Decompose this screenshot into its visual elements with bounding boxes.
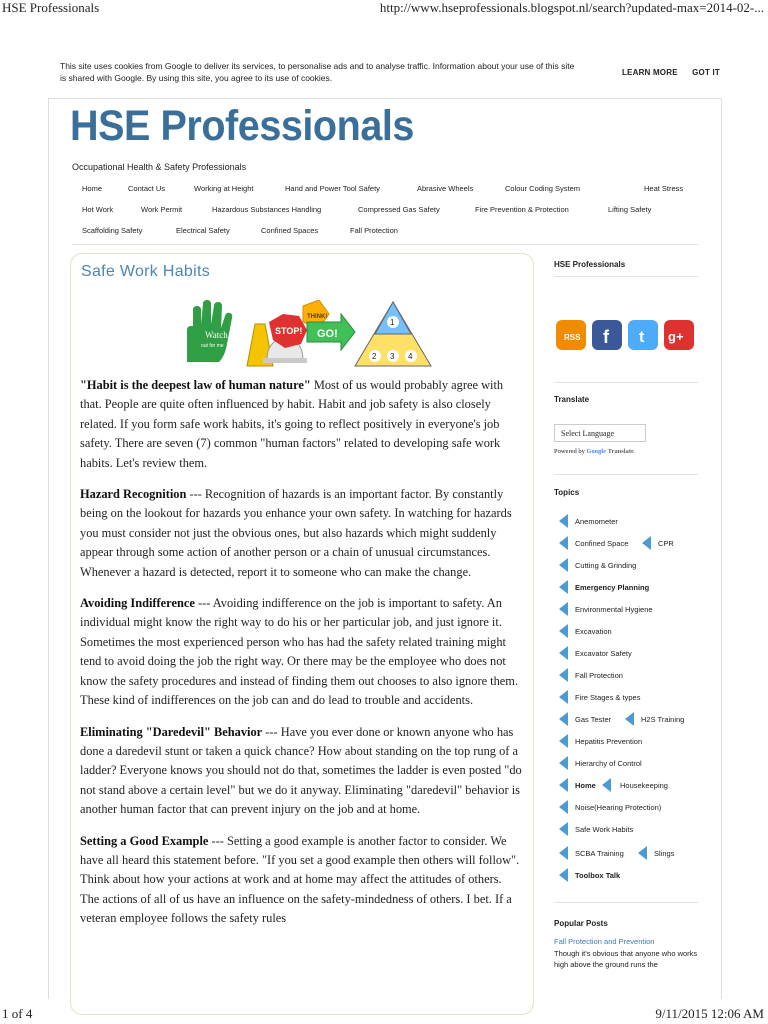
powered-by-google bbox=[554, 448, 634, 455]
nav-abrasive-wheels[interactable]: Abrasive Wheels bbox=[417, 184, 474, 193]
topic-environmental-hygiene[interactable]: Environmental Hygiene bbox=[575, 605, 653, 614]
topic-h2s-training[interactable]: H2S Training bbox=[641, 715, 685, 724]
nav-heat-stress[interactable]: Heat Stress bbox=[644, 184, 684, 193]
sidebar-about-title: HSE Professionals bbox=[554, 260, 626, 269]
print-header bbox=[0, 0, 768, 18]
think-text: THINK! bbox=[307, 314, 328, 320]
rss-icon[interactable] bbox=[556, 320, 586, 350]
topic-emergency-planning[interactable]: Emergency Planning bbox=[575, 583, 650, 592]
paragraph-heading: Eliminating "Daredevil" Behavior bbox=[80, 724, 263, 739]
topic-fall-protection[interactable]: Fall Protection bbox=[575, 671, 623, 680]
nav-colour-coding[interactable]: Colour Coding System bbox=[505, 184, 581, 193]
nav-home[interactable]: Home bbox=[82, 184, 103, 193]
nav-hazardous-substances[interactable]: Hazardous Substances Handling bbox=[212, 205, 322, 214]
topic-safe-work-habits[interactable]: Safe Work Habits bbox=[575, 825, 634, 834]
label-arrow-icon bbox=[559, 602, 568, 616]
paragraph-daredevil bbox=[80, 723, 522, 820]
label-arrow-icon bbox=[559, 624, 568, 638]
topic-excavator-safety[interactable]: Excavator Safety bbox=[575, 649, 632, 658]
label-arrow-icon bbox=[559, 756, 568, 770]
pyramid-n3: 3 bbox=[390, 352, 395, 361]
sidebar-divider bbox=[554, 902, 698, 903]
topic-confined-space[interactable]: Confined Space bbox=[575, 539, 629, 548]
topic-scba-training[interactable]: SCBA Training bbox=[575, 849, 624, 858]
nav-divider bbox=[72, 244, 698, 245]
pyramid-n2: 2 bbox=[372, 352, 377, 361]
post-body bbox=[80, 376, 522, 941]
facebook-label: f bbox=[603, 327, 609, 347]
nav-hand-power-tool[interactable]: Hand and Power Tool Safety bbox=[285, 184, 380, 193]
glove-text: Watch bbox=[205, 330, 228, 340]
paragraph-sep: --- bbox=[186, 487, 205, 502]
topic-hepatitis-prevention[interactable]: Hepatitis Prevention bbox=[575, 737, 643, 746]
pyramid-n1: 1 bbox=[390, 318, 395, 327]
label-arrow-icon bbox=[559, 514, 568, 528]
nav-confined-spaces[interactable]: Confined Spaces bbox=[261, 226, 319, 235]
paragraph-text: Avoiding indifference on the job is important to safety. An individual might know the right way to do his or her particular job, and just ignore it. Sometimes the most experienced person who has had the safety related training might tend to avoid doing the job the right way. Or there may be the employee who does not know the safety procedures and instead of finding them out chooses to also ignore them. These kind of indifferences on the job can and do lead to trouble and accidents. bbox=[80, 596, 519, 708]
learn-more-button[interactable]: LEARN MORE bbox=[621, 68, 678, 77]
google-logo-text: Google bbox=[586, 448, 606, 455]
paragraph-sep: --- bbox=[194, 596, 213, 611]
cookie-message: This site uses cookies from Google to deliver its services, to personalise ads and to analyse traffic. Information about your use of this site is shared with Google. By using this site, you agree to its use of cookies. bbox=[60, 61, 575, 83]
nav-electrical[interactable]: Electrical Safety bbox=[176, 226, 230, 235]
label-arrow-icon bbox=[559, 690, 568, 704]
topic-hierarchy-of-control[interactable]: Hierarchy of Control bbox=[575, 759, 642, 768]
nav-contact-us[interactable]: Contact Us bbox=[128, 184, 166, 193]
topic-gas-tester[interactable]: Gas Tester bbox=[575, 715, 612, 724]
post-image bbox=[183, 300, 433, 370]
google-plus-icon[interactable] bbox=[664, 320, 694, 350]
stop-text: STOP! bbox=[275, 326, 303, 336]
paragraph-heading: Avoiding Indifference bbox=[80, 596, 195, 611]
paragraph-text: Most of us would probably agree with that. People are quite often influenced by habit. Habit and job safety is also closely related. If you form safe work habits, it's going to reflect positively in everyone's job safety. There are seven (7) common "human factors" related to developing safe work habits. Let's review them. bbox=[80, 378, 504, 470]
paragraph-heading: "Habit is the deepest law of human nature" bbox=[80, 378, 311, 392]
topic-noise[interactable]: Noise(Hearing Protection) bbox=[575, 803, 662, 812]
print-header-url: http://www.hseprofessionals.blogspot.nl/search?updated-max=2014-02-... bbox=[379, 0, 764, 15]
popular-post-snippet: Though it's obvious that anyone who works high above the ground runs the bbox=[554, 949, 698, 969]
page-nav bbox=[72, 180, 692, 243]
paragraph-habit bbox=[80, 376, 522, 473]
paragraph-text: Have you ever done or known anyone who has done a daredevil stunt or taken a quick chance? How about standing on the top rung of a ladder? Everyone knows you should not do that, sometimes the ladder is even posted "do not stand above a certain level" but we do it anyway. Eliminating "daredevil" behavior is another human factor that can prevent injury on the job and at home. bbox=[80, 724, 522, 817]
topic-housekeeping[interactable]: Housekeeping bbox=[620, 781, 668, 790]
safety-glove-icon bbox=[187, 300, 232, 362]
rss-label: RSS bbox=[564, 333, 581, 342]
paragraph-text: Recognition of hazards is an important factor. By constantly being on the lookout for hazards you enhance your own safety. In watching for hazards you must consider not just the obvious ones, but also hazards which might suddenly appear through some action of another person or a chain of unusual circumstances. Whenever a hazard is detected, report it to someone who can make the change. bbox=[80, 487, 512, 579]
nav-work-permit[interactable]: Work Permit bbox=[141, 205, 183, 214]
popular-posts-title: Popular Posts bbox=[554, 919, 608, 928]
paragraph-text: Setting a good example is another factor to consider. We have all heard this statement before. "If you set a good example then others will follow". Think about how your actions at work and at home may affect the attitudes of others. The actions of all of us have an influence on the safety-mindedness of others. I bet. If a veteran employee follows the safety rules bbox=[80, 833, 520, 926]
paragraph-heading: Hazard Recognition bbox=[80, 487, 187, 502]
post-title[interactable]: Safe Work Habits bbox=[81, 263, 210, 280]
topic-fire-stages[interactable]: Fire Stages & types bbox=[575, 693, 641, 702]
sidebar-divider bbox=[554, 474, 698, 475]
nav-scaffolding[interactable]: Scaffolding Safety bbox=[82, 226, 143, 235]
topic-home[interactable]: Home bbox=[575, 781, 596, 790]
social-icons bbox=[556, 318, 696, 354]
topic-anemometer[interactable]: Anemometer bbox=[575, 517, 618, 526]
powered-by-label: Powered by bbox=[554, 448, 585, 455]
label-arrow-icon bbox=[559, 646, 568, 660]
cookie-notice bbox=[60, 60, 720, 84]
blog-title[interactable]: HSE Professionals bbox=[70, 102, 414, 150]
paragraph-sep: --- bbox=[262, 724, 281, 739]
pyramid-n4: 4 bbox=[408, 352, 413, 361]
nav-working-at-height[interactable]: Working at Height bbox=[194, 184, 254, 193]
topic-slings[interactable]: Slings bbox=[654, 849, 675, 858]
nav-hot-work[interactable]: Hot Work bbox=[82, 205, 114, 214]
label-arrow-icon bbox=[559, 668, 568, 682]
language-select[interactable]: Select Language bbox=[554, 424, 646, 442]
paragraph-good-example bbox=[80, 832, 522, 929]
label-arrow-icon bbox=[625, 712, 634, 726]
label-arrow-icon bbox=[559, 558, 568, 572]
print-header-title: HSE Professionals bbox=[2, 0, 100, 15]
nav-compressed-gas[interactable]: Compressed Gas Safety bbox=[358, 205, 440, 214]
label-arrow-icon bbox=[559, 822, 568, 836]
translate-title: Translate bbox=[554, 395, 590, 404]
glove-subtext: out for me bbox=[201, 343, 224, 349]
got-it-button[interactable]: GOT IT bbox=[692, 68, 720, 77]
paragraph-heading: Setting a Good Example bbox=[80, 833, 209, 848]
label-arrow-icon bbox=[559, 800, 568, 814]
topic-toolbox-talk[interactable]: Toolbox Talk bbox=[575, 871, 621, 880]
sidebar-divider bbox=[554, 382, 698, 383]
print-footer-page: 1 of 4 bbox=[2, 1006, 33, 1021]
nav-lifting-safety[interactable]: Lifting Safety bbox=[608, 205, 652, 214]
label-arrow-icon bbox=[559, 734, 568, 748]
label-arrow-icon bbox=[559, 868, 568, 882]
label-arrow-icon bbox=[642, 536, 651, 550]
topic-excavation[interactable]: Excavation bbox=[575, 627, 612, 636]
blog-description: Occupational Health & Safety Professionals bbox=[72, 162, 247, 172]
label-arrow-icon bbox=[559, 846, 568, 860]
twitter-label: t bbox=[639, 329, 645, 346]
gplus-label: g+ bbox=[668, 329, 684, 344]
popular-post-link[interactable]: Fall Protection and Prevention bbox=[554, 937, 655, 946]
nav-fall-protection[interactable]: Fall Protection bbox=[350, 226, 398, 235]
paragraph-avoiding-indifference bbox=[80, 594, 522, 710]
topics-title: Topics bbox=[554, 488, 580, 497]
topic-cpr[interactable]: CPR bbox=[658, 539, 674, 548]
go-text: GO! bbox=[317, 328, 338, 340]
label-arrow-icon bbox=[602, 778, 611, 792]
twitter-icon[interactable] bbox=[628, 320, 658, 350]
topic-cutting-grinding[interactable]: Cutting & Grinding bbox=[575, 561, 637, 570]
pyramid-icon bbox=[355, 302, 431, 366]
paragraph-sep: --- bbox=[208, 833, 227, 848]
facebook-icon[interactable] bbox=[592, 320, 622, 350]
label-arrow-icon bbox=[559, 712, 568, 726]
translate-link[interactable]: Translate bbox=[607, 448, 634, 455]
label-arrow-icon bbox=[638, 846, 647, 860]
label-arrow-icon bbox=[559, 778, 568, 792]
paragraph-hazard-recognition bbox=[80, 485, 522, 582]
label-arrow-icon bbox=[559, 536, 568, 550]
label-arrow-icon bbox=[559, 580, 568, 594]
nav-fire-prevention[interactable]: Fire Prevention & Protection bbox=[475, 205, 569, 214]
sidebar-divider bbox=[554, 276, 698, 277]
print-footer-datetime: 9/11/2015 12:06 AM bbox=[655, 1006, 764, 1021]
